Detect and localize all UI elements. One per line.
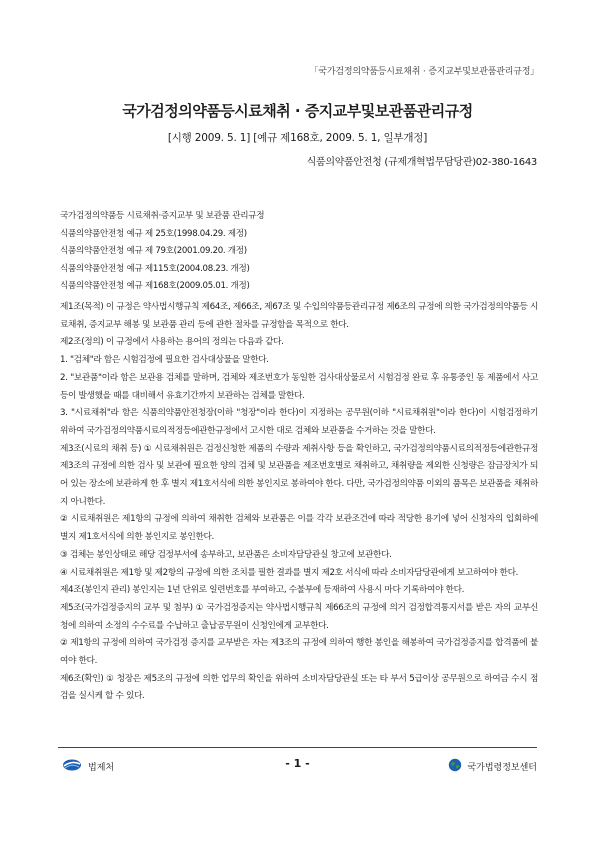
document-subtitle: [시행 2009. 5. 1] [예규 제168호, 2009. 5. 1, 일부개정] — [167, 132, 428, 144]
article-6: 제6조(확인) ① 청장은 제5조의 규정에 의한 업무의 확인을 위하여 소비자담당관실 또는 타 부서 5급이상 공무원으로 하여금 수시 점검을 실시케 할 수 있다. — [60, 673, 538, 702]
article-3-para-2: ② 시료채취원은 제1항의 규정에 의하여 채취한 검체와 보관품은 이를 각각 보관조건에 따라 적당한 용기에 넣어 신청자의 입회하에 별지 제1호서식에 의한 봉인지로 봉인한다. — [60, 514, 538, 543]
regulation-body — [60, 299, 538, 706]
footer-right — [448, 758, 537, 775]
document-title: 국가검정의약품등시료채취 · 증지교부및보관품관리규정 — [122, 102, 473, 120]
history-line: 식품의약품안전청 예규 제 25호(1998.04.29. 제정) — [60, 228, 247, 239]
running-header: 「국가검정의약품등시료채취 · 증지교부및보관품관리규정」 — [309, 67, 539, 77]
article-3-para-1: 제3조(시료의 채취 등) ① 시료채취원은 검정신청한 제품의 수량과 제취사항 등을 확인하고, 국가검정의약품시료의적정등에관한규정 제3조의 규정에 의한 검사 및 보관에 필요한 양의 검체 및 보관품을 제조번호별로 채취하고, 채취량을 제외한 신청량은 잠금장치가 되어 있는 장소에 보관하게 한 후 별지 제1호서식에 의한 봉인지로 봉하여야 한다. 다만, 국가검정의약품 이외의 품목은 보관품을 채취하지 아니한다. — [60, 443, 538, 507]
article-4: 제4조(봉인지 관리) 봉인지는 1년 단위로 일련번호를 부여하고, 수불부에 등재하여 사용시 마다 기록하여야 한다. — [60, 585, 465, 596]
article-2: 제2조(정의) 이 규정에서 사용하는 용어의 정의는 다음과 같다. — [60, 337, 284, 348]
article-1: 제1조(목적) 이 규정은 약사법시행규칙 제64조, 제66조, 제67조 및 수입의약품등관리규정 제6조의 규정에 의한 국가검정의약품등 시료채취, 증지교부 해봉 및 보관품 관리 등에 관한 절차를 규정함을 목적으로 한다. — [60, 302, 538, 330]
responsible-organization: 식품의약품안전청 (규제개혁법무담당관)02-380-1643 — [306, 157, 537, 168]
article-5-para-2: ② 제1항의 규정에 의하여 국가검정 증지를 교부받은 자는 제3조의 규정에 의하여 행한 봉인을 해봉하여 국가검정증지를 합격품에 붙여야 한다. — [60, 638, 538, 667]
history-line: 식품의약품안전청 예규 제 79호(2001.09.20. 개정) — [60, 246, 247, 257]
history-line: 식품의약품안전청 예규 제115호(2004.08.23. 개정) — [60, 263, 250, 274]
footer-left-label: 법제처 — [88, 763, 115, 773]
article-2-item-2: 2. "보관품"이라 함은 보관용 검체를 말하며, 검체와 제조번호가 동일한 검사대상물로서 시험검정 완료 후 유통중인 동 제품에서 사고등이 발생했을 때를 대비해서 유효기간까지 보관하는 검체를 말한다. — [60, 372, 538, 401]
footer-right-label: 국가법령정보센터 — [467, 763, 537, 773]
footer-divider — [58, 747, 537, 748]
article-5-para-1: 제5조(국가검정증지의 교부 및 첨부) ① 국가검정증지는 약사법시행규칙 제66조의 규정에 의거 검정합격통지서를 받은 자의 교부신청에 의하여 소정의 수수료를 수납하고 출납공무원이 신청인에게 교부한다. — [60, 602, 538, 631]
article-3-para-4: ④ 시료채취원은 제1항 및 제2항의 규정에 의한 조치를 필한 결과를 별지 제2호 서식에 따라 소비자담당관에게 보고하여야 한다. — [60, 567, 519, 578]
article-2-item-1: 1. "검체"라 함은 시험검정에 필요한 검사대상물을 말한다. — [60, 355, 269, 366]
globe-logo-icon — [448, 758, 462, 775]
revision-history — [60, 208, 264, 296]
page-number: - 1 - — [285, 757, 310, 770]
article-3-para-3: ③ 검체는 봉인상태로 해당 검정부서에 송부하고, 보관품은 소비자담당관실 창고에 보관한다. — [60, 549, 392, 560]
history-line: 국가검정의약품등 시료채취·증지교부 및 보관품 관리규정 — [60, 211, 265, 221]
history-line: 식품의약품안전청 예규 제168호(2009.05.01. 개정) — [60, 281, 250, 292]
article-2-item-3: 3. "시료채취"라 함은 식품의약품안전청장(이하 "청장"이라 한다)이 지정하는 공무원(이하 "시료채취원"이라 한다)이 시험검정하기 위하여 국가검정의약품시료의적정등에관한규정에서 고시한 대로 검체와 보관품을 수거하는 것을 말한다. — [60, 408, 538, 436]
